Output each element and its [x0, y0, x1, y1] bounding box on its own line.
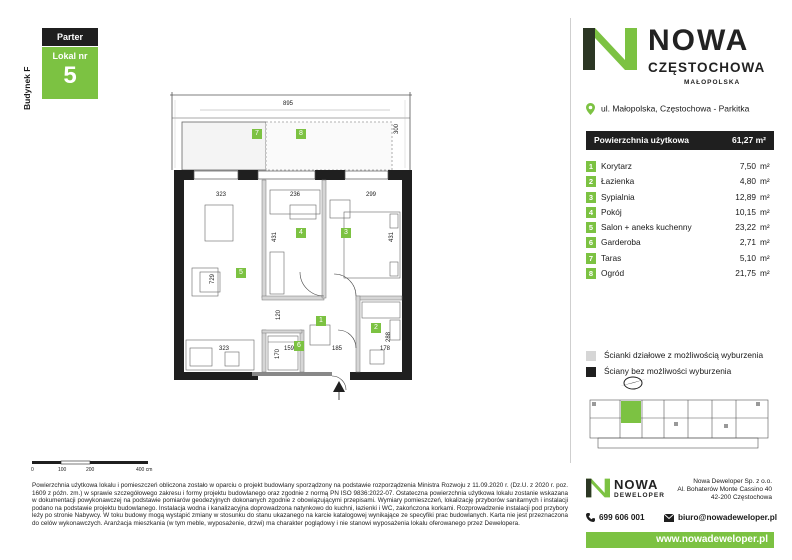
floor-label: Parter — [42, 28, 98, 46]
room-tag-7: 7 — [252, 129, 262, 139]
deweloper-logo-icon — [586, 478, 610, 498]
dim-salon-width: 323 — [216, 192, 227, 198]
room-tag-1: 1 — [316, 316, 326, 326]
room-num: 4 — [586, 207, 596, 218]
scale-label-200: 200 — [86, 467, 95, 473]
legend-fixed-label: Ściany bez możliwości wyburzenia — [604, 366, 732, 376]
room-name: Korytarz — [601, 161, 632, 171]
email-icon — [664, 514, 674, 522]
room-unit: m² — [760, 206, 770, 217]
room-tag-5: 5 — [236, 268, 246, 278]
room-unit: m² — [760, 268, 770, 279]
dim-room4-depth: 431 — [272, 231, 279, 243]
developer-city: 42-200 Częstochowa — [710, 494, 772, 501]
room-unit: m² — [760, 252, 770, 263]
dim-corridor-bottom: 185 — [332, 346, 343, 352]
email-address[interactable]: biuro@nowadeweloper.pl — [678, 513, 777, 522]
dim-bedroom-width: 299 — [366, 192, 377, 198]
dim-terrace-width: 895 — [283, 101, 294, 107]
room-area: 7,50 — [739, 161, 756, 171]
room-num: 5 — [586, 222, 596, 233]
interior-walls — [262, 180, 402, 372]
room-tag-4: 4 — [296, 228, 306, 238]
scale-label-0: 0 — [31, 467, 34, 473]
room-area: 12,89 — [735, 191, 756, 202]
dim-bath-depth: 288 — [386, 331, 393, 343]
usable-area-header — [586, 131, 774, 150]
room-name: Garderoba — [601, 237, 641, 248]
list-item — [586, 267, 774, 282]
dim-wardrobe: 159 — [284, 346, 295, 352]
room-area: 4,80 — [739, 176, 756, 187]
room-name: Sypialnia — [601, 191, 635, 202]
room-num: 3 — [586, 192, 596, 203]
scale-label-100: 100 — [58, 467, 67, 473]
room-area: 2,71 — [739, 237, 756, 248]
room-unit: m² — [760, 161, 770, 171]
website-link[interactable] — [586, 532, 774, 548]
email-contact[interactable] — [664, 510, 777, 525]
website-url[interactable]: www.nowadeweloper.pl — [656, 534, 768, 545]
room-tag-2: 2 — [371, 323, 381, 333]
room-name: Taras — [601, 252, 622, 263]
room-unit: m² — [760, 237, 770, 248]
dim-terrace-depth: 300 — [394, 123, 401, 135]
unit-label: Lokal nr — [52, 51, 88, 61]
nowa-logo-icon — [583, 28, 637, 70]
developer-brand-sub: DEWELOPER — [614, 492, 665, 499]
room-name: Ogród — [601, 268, 625, 279]
developer-brand: NOWA — [614, 477, 659, 492]
list-item — [586, 252, 774, 267]
brand-region: MAŁOPOLSKA — [684, 79, 741, 86]
usable-area-value: 61,27 m² — [731, 135, 766, 145]
usable-area-label: Powierzchnia użytkowa — [594, 135, 689, 145]
room-list — [586, 160, 774, 282]
room-tag-8: 8 — [296, 129, 306, 139]
dim-bath-width: 178 — [380, 346, 391, 352]
room-area: 23,22 — [735, 222, 756, 233]
dim-corridor: 120 — [276, 309, 283, 321]
column-divider — [570, 18, 571, 463]
room-unit: m² — [760, 191, 770, 202]
list-item — [586, 160, 774, 175]
developer-company: Nowa Deweloper Sp. z o.o. — [693, 478, 772, 485]
dim-salon-depth: 729 — [210, 273, 217, 285]
compass-north-icon — [620, 374, 646, 392]
list-item — [586, 191, 774, 206]
list-item — [586, 221, 774, 236]
legend-fixed — [586, 366, 731, 377]
dark-square-icon — [586, 367, 596, 377]
dim-room4-width: 236 — [290, 192, 301, 198]
dim-bedroom-depth: 431 — [389, 231, 396, 243]
developer-street: Al. Bohaterów Monte Cassino 40 — [677, 486, 772, 493]
light-square-icon — [586, 351, 596, 361]
room-num: 6 — [586, 237, 596, 248]
dim-salon-bottom: 323 — [219, 346, 230, 352]
key-plan — [584, 394, 774, 456]
room-unit: m² — [760, 222, 770, 233]
room-area: 5,10 — [739, 252, 756, 263]
list-item — [586, 236, 774, 251]
room-num: 7 — [586, 253, 596, 264]
phone-number[interactable]: 699 606 001 — [599, 513, 645, 522]
room-area: 10,15 — [735, 206, 756, 217]
room-unit: m² — [760, 176, 770, 187]
phone-contact[interactable] — [586, 510, 645, 525]
room-num: 1 — [586, 161, 596, 172]
furniture — [186, 190, 400, 370]
room-tag-3: 3 — [341, 228, 351, 238]
room-num: 2 — [586, 176, 596, 187]
building-label: Budynek F — [22, 66, 32, 110]
legend-removable — [586, 350, 763, 361]
address-text: ul. Małopolska, Częstochowa - Parkitka — [601, 103, 750, 114]
address — [586, 103, 749, 115]
scale-label-400: 400 cm — [136, 467, 153, 473]
disclaimer: Powierzchnia użytkowa lokalu i pomieszczeń obliczona zostało w oparciu o projekt budowlany sporządzony na podstawie rozporządzenia Ministra Rozwoju z 11.09.2020 r. (Dz.U. z 2020 r. poz. 1609 z późn. zm.) w sprawie szczegółowego zakresu i formy projektu budowlanego oraz zgodnie z normą PN ISO 9836:2022-07. Ostateczna powierzchnia użytkowa lokalu zostanie wskazana w dokumentacji powykonawczej na podstawie pomiarów geodezyjnych dokonanych zgodnie z obowiązującymi przepisami. Wymiary pomieszczeń, lokalizację przyborów sanitarnych i instalacji podano na podstawie projektu budowlanego. Instalacja wodna i kanalizacyjna doprowadzona natynkowo do kuchni, łazienki i WC, zakończona korkami. Rozprowadzenie instalacji pod przybory leży po stronie Nabywcy. W toku budowy mogą wystąpić zmiany w stosunku do stanu ukazanego na karcie katalogowej wynikające ze specyfiki prac budowlanych. Karta nie jest przeznaczona do celów wykonawczych. Aranżacja mieszkania (w tym meble, wyposażenie, drzwi) ma charakter poglądowy i nie stanowi wyposażenia lokalu oferowanego przez Dewelopera. — [32, 482, 568, 527]
phone-icon — [586, 513, 595, 522]
brand-title: NOWA — [648, 24, 750, 57]
list-item — [586, 206, 774, 221]
room-tag-6: 6 — [294, 341, 304, 351]
legend-removable-label: Ścianki działowe z możliwością wyburzenia — [604, 350, 764, 360]
room-name: Łazienka — [601, 176, 635, 187]
room-area: 21,75 — [735, 268, 756, 279]
brand-subtitle: CZĘSTOCHOWA — [648, 60, 766, 75]
location-pin-icon — [586, 103, 595, 115]
room-name: Pokój — [601, 206, 622, 217]
developer-address — [668, 478, 772, 502]
room-name: Salon + aneks kuchenny — [601, 222, 692, 233]
list-item — [586, 175, 774, 190]
dim-wardrobe-depth: 170 — [275, 348, 282, 360]
unit-number: 5 — [63, 62, 77, 89]
room-num: 8 — [586, 268, 596, 279]
